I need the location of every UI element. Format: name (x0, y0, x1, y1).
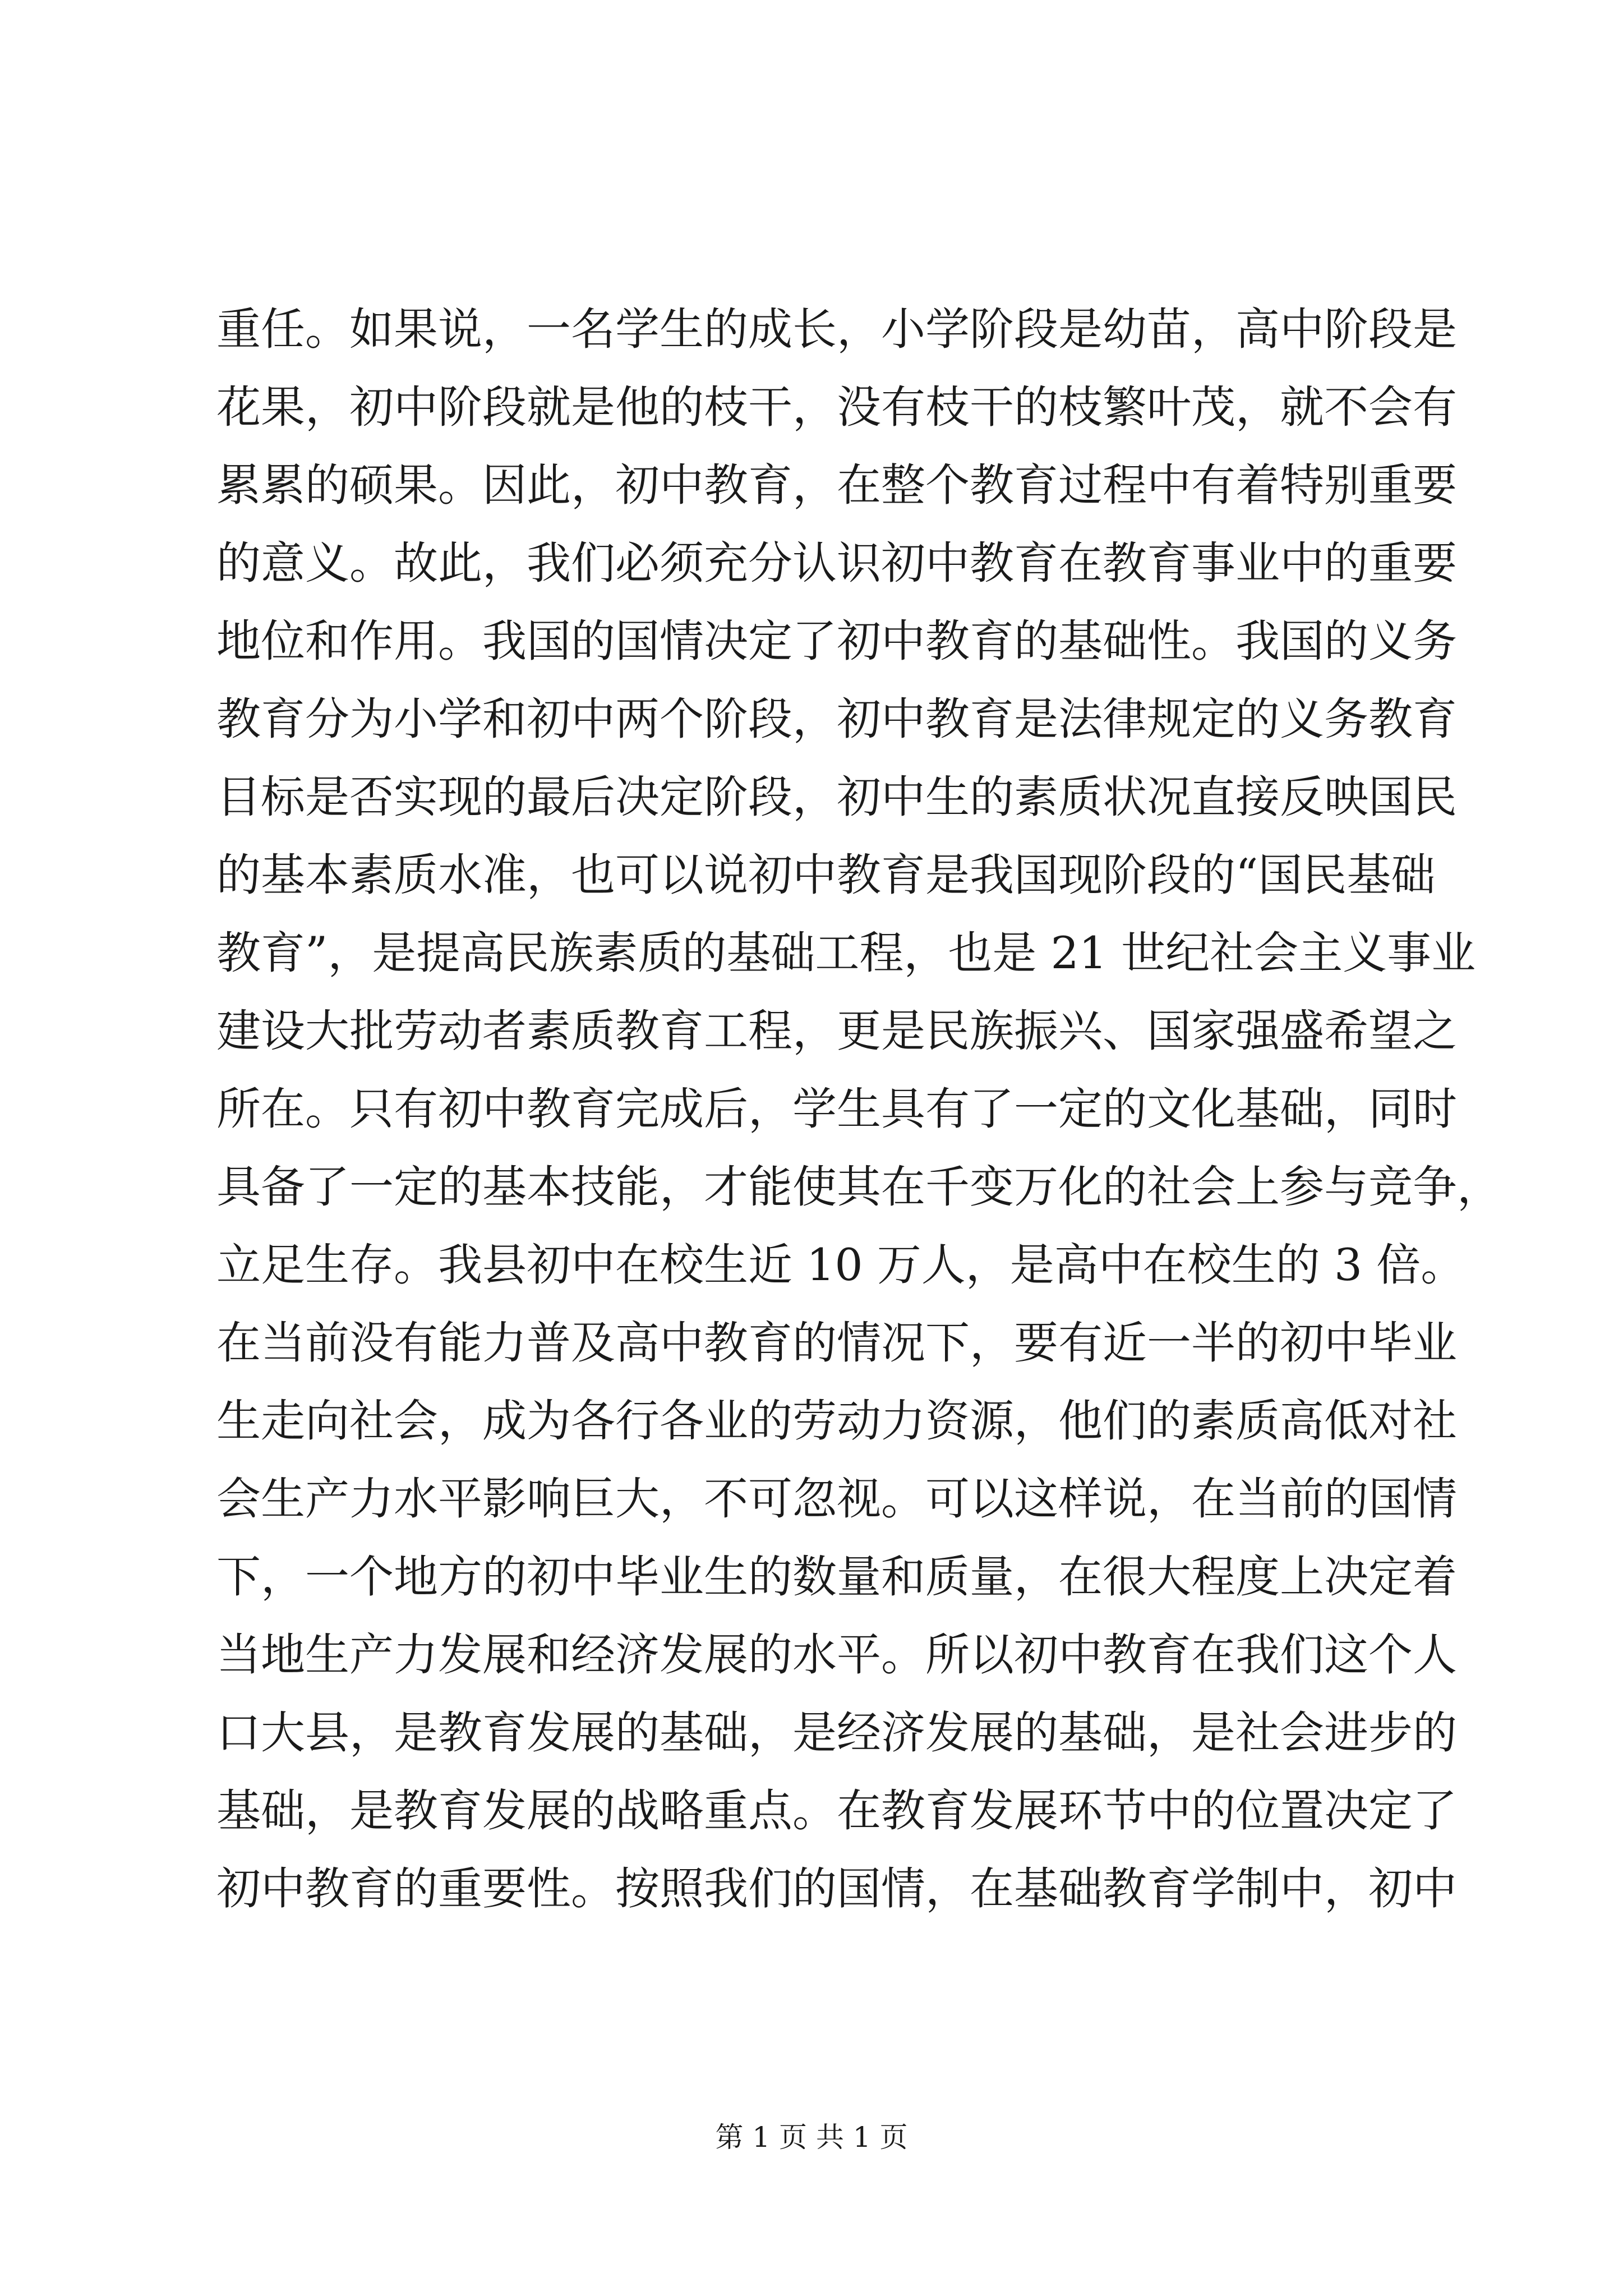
text-line: 教育”，是提高民族素质的基础工程，也是 21 世纪社会主义事业 (216, 927, 1476, 979)
text-line: 教育分为小学和初中两个阶段，初中教育是法律规定的义务教育 (216, 693, 1457, 745)
text-line: 所在。只有初中教育完成后，学生具有了一定的文化基础，同时 (216, 1083, 1457, 1135)
text-line: 初中教育的重要性。按照我们的国情，在基础教育学制中，初中 (216, 1863, 1457, 1915)
page-footer: 第 1 页 共 1 页 (715, 2121, 908, 2154)
text-line: 重任。如果说，一名学生的成长，小学阶段是幼苗，高中阶段是 (216, 303, 1457, 355)
text-line: 基础，是教育发展的战略重点。在教育发展环节中的位置决定了 (216, 1785, 1457, 1837)
text-line: 下，一个地方的初中毕业生的数量和质量，在很大程度上决定着 (216, 1551, 1457, 1603)
text-line: 在当前没有能力普及高中教育的情况下，要有近一半的初中毕业 (216, 1317, 1457, 1369)
text-line: 会生产力水平影响巨大，不可忽视。可以这样说，在当前的国情 (216, 1473, 1457, 1525)
text-line: 花果，初中阶段就是他的枝干，没有枝干的枝繁叶茂，就不会有 (216, 381, 1457, 433)
text-line: 建设大批劳动者素质教育工程，更是民族振兴、国家强盛希望之 (216, 1005, 1457, 1057)
text-line: 口大县，是教育发展的基础，是经济发展的基础，是社会进步的 (216, 1707, 1457, 1759)
text-line: 具备了一定的基本技能，才能使其在千变万化的社会上参与竞争， (216, 1161, 1501, 1213)
text-line: 累累的硕果。因此，初中教育，在整个教育过程中有着特别重要 (216, 459, 1457, 511)
text-line: 当地生产力发展和经济发展的水平。所以初中教育在我们这个人 (216, 1629, 1457, 1681)
text-line: 立足生存。我县初中在校生近 10 万人，是高中在校生的 3 倍。 (216, 1239, 1465, 1291)
body-text (216, 291, 1501, 1928)
text-line: 的意义。故此，我们必须充分认识初中教育在教育事业中的重要 (216, 537, 1457, 589)
text-line: 的基本素质水准，也可以说初中教育是我国现阶段的“国民基础 (216, 849, 1436, 901)
text-line: 地位和作用。我国的国情决定了初中教育的基础性。我国的义务 (216, 615, 1457, 667)
text-line: 生走向社会，成为各行各业的劳动力资源，他们的素质高低对社 (216, 1395, 1457, 1447)
text-line: 目标是否实现的最后决定阶段，初中生的素质状况直接反映国民 (216, 771, 1457, 823)
